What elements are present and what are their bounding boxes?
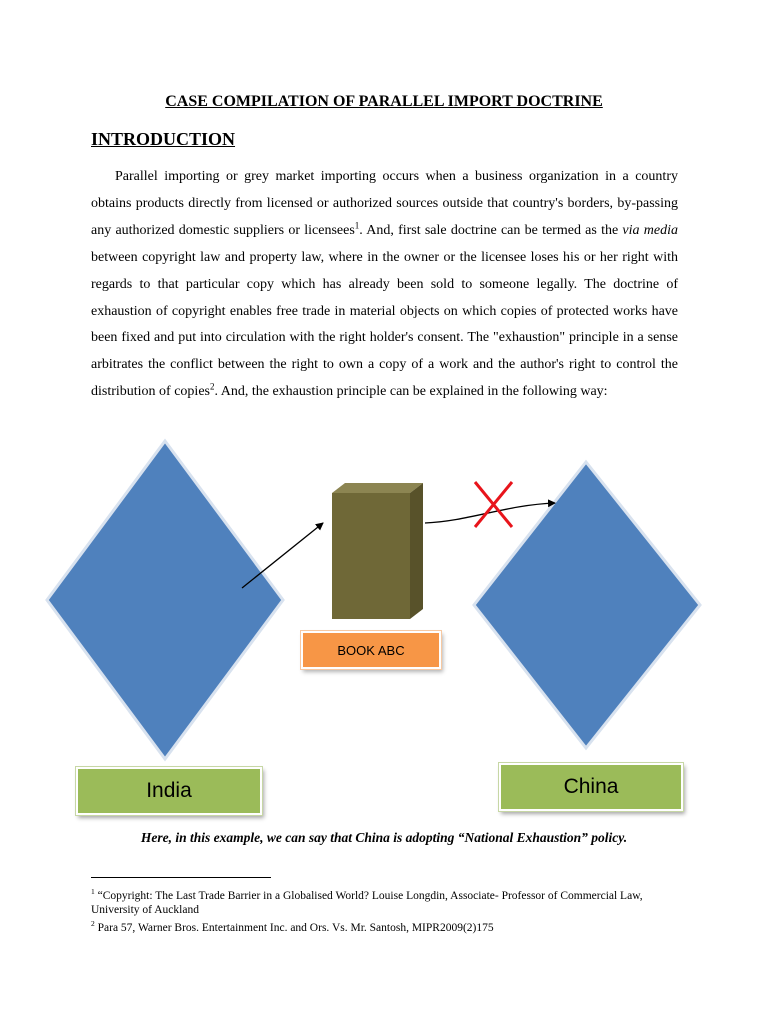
- via-media-italic: via media: [622, 222, 678, 238]
- diagram-caption: Here, in this example, we can say that China is adopting “National Exhaustion” policy.: [140, 830, 628, 845]
- footnote-marker-1: 1: [91, 887, 95, 896]
- section-heading: INTRODUCTION: [91, 129, 236, 149]
- book-side-face: [410, 483, 423, 619]
- footnote-marker-2: 2: [91, 918, 95, 928]
- paragraph-text-4: . And, the exhaustion principle can be explained in the following way:: [214, 384, 608, 400]
- book-icon: [332, 483, 423, 619]
- china-label-box: [499, 763, 683, 811]
- footnote-divider: [91, 877, 271, 878]
- intro-paragraph: [91, 164, 678, 406]
- footnote-text-1: “Copyright: The Last Trade Barrier in a Globalised World? Louise Longdin, Associate- Professor of Commercial Law, University of Auckland: [91, 889, 643, 916]
- footnotes: [91, 885, 681, 935]
- paragraph-text-1: Parallel importing or grey market importing occurs when a business organization in a country obtains products directly from licensed or authorized sources outside that country's borders, by-passing any authorized domestic suppliers or licensees: [91, 169, 678, 238]
- export-arrow: [242, 523, 323, 588]
- footnote-ref-2[interactable]: 2: [210, 381, 215, 392]
- book-label: BOOK ABC: [337, 642, 405, 658]
- footnote-ref-1[interactable]: 1: [354, 220, 360, 231]
- china-diamond: [474, 462, 700, 748]
- import-arrow: [425, 503, 555, 523]
- book-label-box: [301, 631, 441, 669]
- book-front-face: [332, 493, 410, 619]
- cross-icon: [475, 482, 512, 527]
- book-top-face: [332, 483, 423, 493]
- paragraph-text-3: between copyright law and property law, where in the owner or the licensee loses his or her right with regards to that particular copy which has already been sold to someone legally. The doctrine of exhaustion of copyright enables free trade in material objects on which copies of protected works have been fixed and put into circulation with the right holder's consent. The "exhaustion" principle in a sense arbitrates the conflict between the right to own a copy of a work and the author's right to control the distribution of copies: [91, 249, 678, 400]
- india-label-box: [76, 767, 262, 815]
- paragraph-text-2: . And, first sale doctrine can be termed as the: [359, 222, 623, 238]
- exhaustion-diagram: [0, 435, 768, 840]
- footnote-1: [91, 885, 681, 917]
- footnote-2: [91, 917, 681, 935]
- india-label: India: [146, 779, 192, 802]
- india-diamond: [47, 441, 283, 759]
- china-label: China: [563, 775, 619, 798]
- footnote-text-2: Para 57, Warner Bros. Entertainment Inc. and Ors. Vs. Mr. Santosh, MIPR2009(2)175: [94, 921, 494, 934]
- document-title: CASE COMPILATION OF PARALLEL IMPORT DOCTRINE: [165, 93, 603, 110]
